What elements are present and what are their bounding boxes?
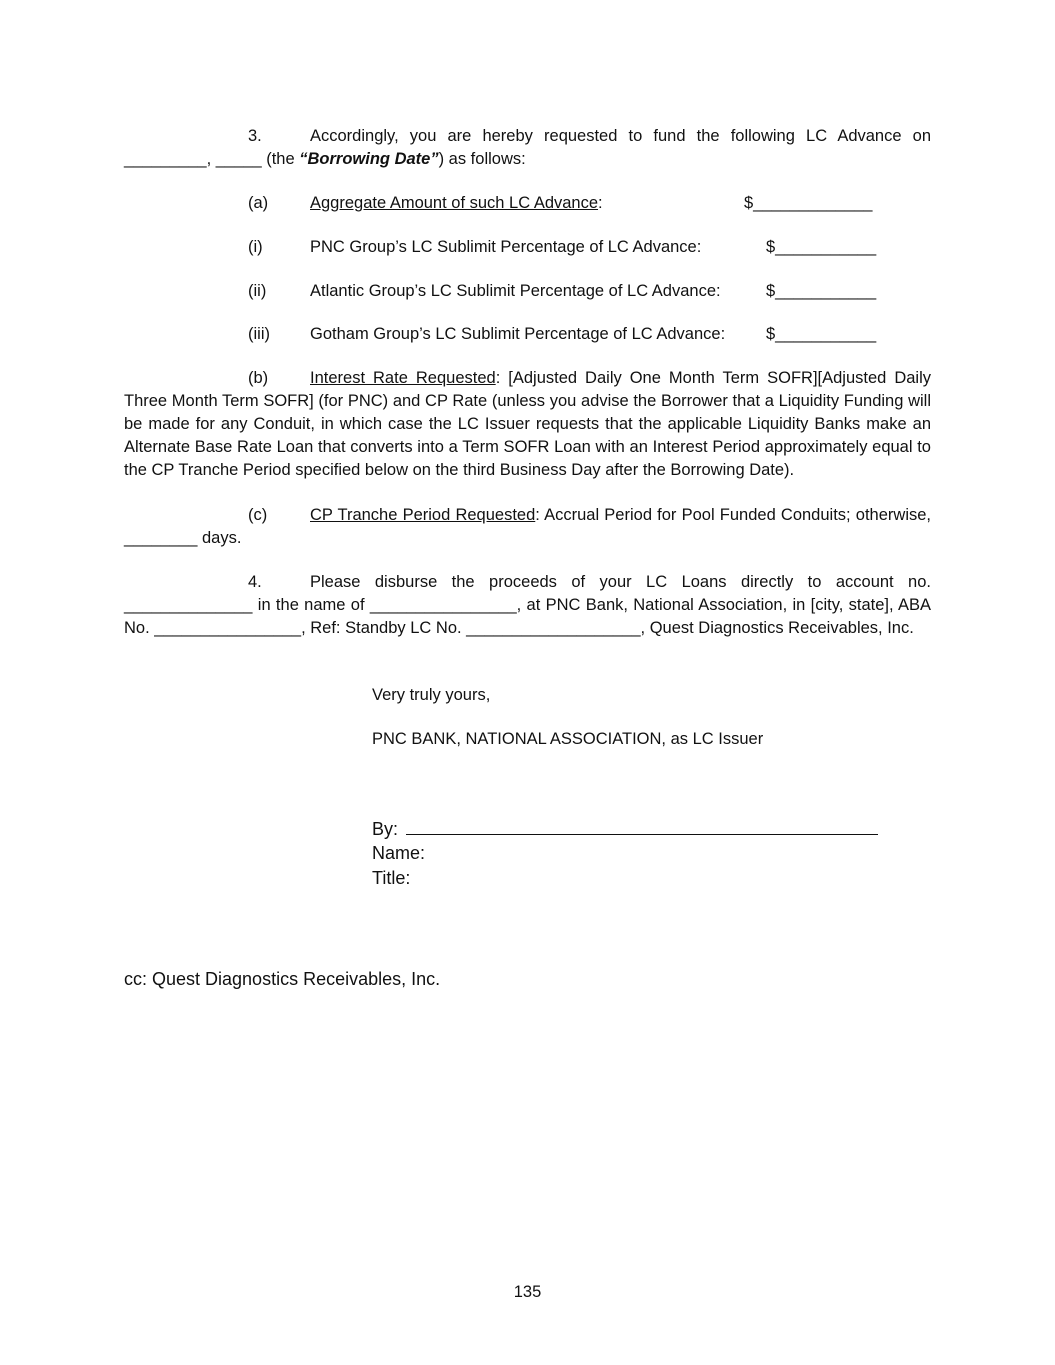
paragraph-text-end: ) as follows:	[438, 150, 526, 168]
item-text: Aggregate Amount of such LC Advance	[310, 194, 599, 212]
paragraph-heading: CP Tranche Period Requested	[310, 506, 536, 524]
paragraph-text: : [Adjusted Daily One Month Term SOFR][Adjusted Daily Three Month Term SOFR] (for PNC) and CP Rate (unless you advise the Borrower that a Liquidity Funding will be made for any Conduit, in which case the LC Issuer requests that the applicable Liquidity Banks make an Alternate Base Rate Loan that converts into a Term SOFR Loan with an Interest Period approximately equal to the CP Tranche Period specified below on the third Business Day after the Borrowing Date).	[124, 369, 932, 479]
item-i	[248, 236, 701, 259]
paragraph-number: 4.	[248, 573, 262, 591]
item-a	[248, 192, 603, 215]
paragraph-4	[124, 571, 931, 640]
paragraph-text: : Accrual Period for Pool Funded Conduits; otherwise, ________ days.	[124, 506, 931, 547]
paragraph-c	[124, 504, 931, 550]
paragraph-b	[124, 367, 931, 482]
paragraph-heading: Interest Rate Requested	[310, 369, 496, 387]
item-suffix: :	[598, 194, 603, 212]
item-text: Gotham Group’s LC Sublimit Percentage of LC Advance:	[310, 325, 726, 343]
item-label: (i)	[248, 238, 263, 256]
item-label: (iii)	[248, 325, 270, 343]
paragraph-text: Accordingly, you are hereby requested to fund the following LC Advance on _________, _____ (the	[124, 127, 931, 168]
by-label: By:	[372, 819, 399, 839]
item-iii	[248, 323, 725, 346]
paragraph-label: (c)	[248, 506, 268, 524]
amount-blank-ii: $___________	[766, 282, 877, 300]
amount-blank-iii: $___________	[766, 325, 877, 343]
title-label: Title:	[372, 868, 411, 888]
cc-line: cc: Quest Diagnostics Receivables, Inc.	[124, 969, 441, 989]
defined-term: “Borrowing Date”	[299, 150, 439, 168]
item-text: PNC Group’s LC Sublimit Percentage of LC Advance:	[310, 238, 702, 256]
page-number: 135	[513, 1283, 542, 1301]
item-text: Atlantic Group’s LC Sublimit Percentage of LC Advance:	[310, 282, 721, 300]
closing: Very truly yours,	[372, 686, 491, 704]
item-label: (a)	[248, 194, 269, 212]
paragraph-label: (b)	[248, 369, 269, 387]
signature-by-line	[372, 816, 878, 842]
paragraph-number: 3.	[248, 127, 262, 145]
name-label: Name:	[372, 843, 426, 863]
amount-blank-i: $___________	[766, 238, 877, 256]
paragraph-text: Please disburse the proceeds of your LC Loans directly to account no. ______________ in the name of ________________, at PNC Bank, National Association, in [city, state], ABA No. ________________, Ref: Standby LC No. ___________________, Quest Diagnostics Receivables, Inc.	[124, 573, 931, 637]
item-label: (ii)	[248, 282, 267, 300]
signature-line	[406, 816, 878, 835]
paragraph-3	[124, 125, 931, 171]
item-ii	[248, 280, 721, 303]
amount-blank-a: $_____________	[744, 194, 873, 212]
signatory-entity: PNC BANK, NATIONAL ASSOCIATION, as LC Issuer	[372, 730, 764, 748]
